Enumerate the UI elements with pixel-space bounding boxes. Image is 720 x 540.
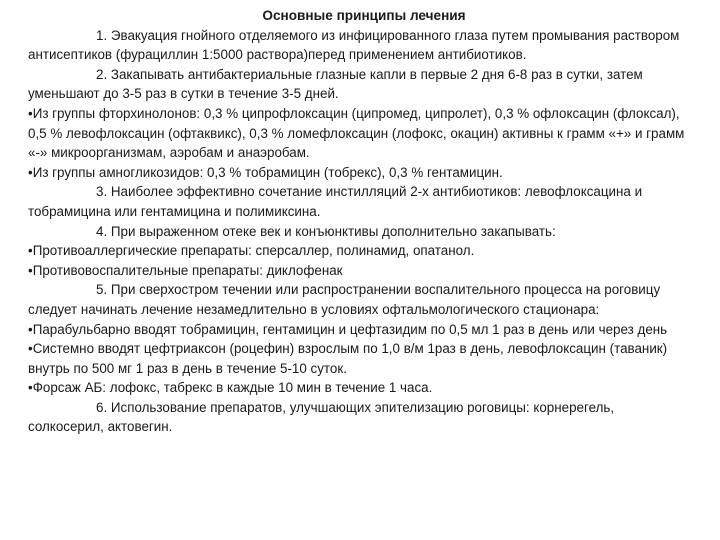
paragraph-evacuation: 1. Эвакуация гнойного отделяемого из инфицированного глаза путем промывания раствором антисептиков (фурациллин 1:5000 раствора)перед применением антибиотиков. (28, 27, 680, 63)
bullet-fluoroquinolones: •Из группы фторхинолонов: 0,3 % ципрофлоксацин (ципромед, ципролет), 0,3 % офлоксацин (флоксал), 0,5 % левофлоксацин (офтаквикс), 0,3 % ломефлоксацин (лофокс, окацин) активны к грамм «+» и грамм «-» микроорганизмам, аэробам и анаэробам. (28, 105, 685, 161)
bullet-antiinflammatory: •Противовоспалительные препараты: диклофенак (28, 262, 343, 278)
paragraph-hyperacute: 5. При сверхостром течении или распространении воспалительного процесса на роговицу следует начинать лечение незамедлительно в условиях офтальмологического стационара: (28, 282, 661, 317)
bullet-antiallergic: •Противоаллергические препараты: сперсаллер, полинамид, опатанол. (28, 243, 475, 259)
paragraph-eye-drops: 2. Закапывать антибактериальные глазные капли в первые 2 дня 6-8 раз в сутки, затем уменьшают до 3-5 раз в сутки в течение 3-5 дней. (28, 66, 643, 102)
bullet-aminoglycosides: •Из группы амногликозидов: 0,3 % тобрамицин (тобрекс), 0,3 % гентамицин. (28, 164, 503, 180)
bullet-systemic: •Системно вводят цефтриаксон (роцефин) взрослым по 1,0 в/м 1раз в день, левофлоксацин (таваник) внутрь по 500 мг 1 раз в день в течение 5-10 суток. (28, 341, 668, 376)
slide-title: Основные принципы лечения (262, 8, 466, 23)
paragraph-combination: 3. Наиболее эффективно сочетание инстилляций 2-х антибиотиков: левофлоксацина и тобрамицина или гентамицина и полимиксина. (28, 184, 643, 219)
bullet-forsage: •Форсаж АБ: лофокс, табрекс в каждые 10 мин в течение 1 часа. (28, 380, 433, 396)
paragraph-edema: 4. При выраженном отеке век и конъюнктивы дополнительно закапывать: (96, 223, 556, 239)
bullet-parabulbar: •Парабульбарно вводят тобрамицин, гентамицин и цефтазидим по 0,5 мл 1 раз в день или через день (28, 321, 668, 337)
paragraph-epithelization: 6. Использование препаратов, улучшающих эпителизацию роговицы: корнерегель, солкосерил, актовегин. (28, 399, 615, 435)
